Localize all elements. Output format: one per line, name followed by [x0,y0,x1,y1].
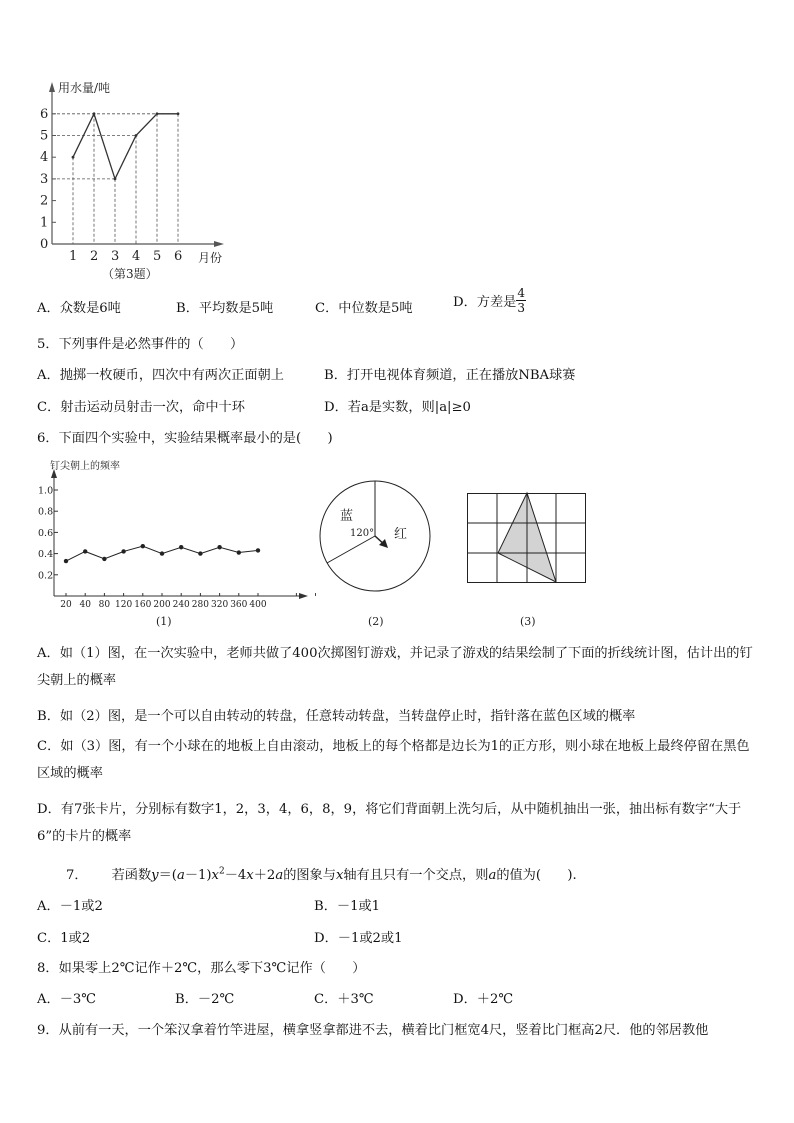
figure-caption: （第3题） [102,267,158,281]
figure-caption: (3) [520,615,536,628]
q6-stem: 6．下面四个实验中，实验结果概率最小的是( ) [37,431,333,446]
data-point [160,551,164,555]
y-axis-label: 用水量/吨 [58,81,111,95]
grid-figure [464,490,592,630]
q7-stem [66,864,577,883]
y-axis-label: 钉尖朝上的频率 [50,461,120,472]
spinner-label-blue: 蓝 [340,509,354,524]
q8-option-d: D．＋2℃ [453,992,514,1007]
y-tick-label: 0.2 [38,570,54,582]
var-a: a [488,868,497,883]
q4-option-c: C．中位数是5吨 [315,301,413,316]
x-tick-label: 360 [230,600,248,610]
q7-option-a: A．－1或2 [37,899,103,914]
q7-formula-part: －4 [224,868,247,883]
chart-marks [64,544,260,563]
exponent: 2 [218,866,225,877]
data-point [64,559,68,563]
q5-option-c: C．射击运动员射击一次，命中十环 [37,400,245,415]
var-x: x [246,868,254,883]
x-tick-label: 400 [249,600,267,610]
y-tick-label: 1.0 [38,485,54,497]
data-point [135,134,138,137]
q9-stem: 9．从前有一天，一个笨汉拿着竹竿进屋，横拿竖拿都进不去，横着比门框宽4尺，竖着比门框高2尺．他的邻居教他 [37,1023,709,1038]
q7-formula-part: ＋2 [253,868,276,883]
q7-text: 轴有且只有一个交点，则 [343,868,489,883]
q7-text: 的图象与 [283,868,336,883]
x-tick-label: 280 [191,600,209,610]
data-point [72,156,75,159]
data-point [179,545,183,549]
x-axis-arrow [299,593,308,599]
x-tick-label: 2 [90,249,99,264]
x-tick-label: 80 [98,600,111,610]
data-point [156,112,159,115]
fraction [516,286,526,315]
y-tick-label: 2 [40,193,49,209]
y-tick-label: 0.6 [38,527,54,539]
data-point [237,550,241,554]
q8-stem: 8．如果零上2℃记作＋2℃，那么零下3℃记作（ ） [37,961,366,976]
var-a: a [176,868,185,883]
y-tick-label: 1 [40,215,49,231]
fraction-denominator: 3 [517,301,525,315]
q8-option-a: A．－3℃ [37,992,97,1007]
y-tick-label: 5 [40,128,49,144]
q7-option-d: D．－1或2或1 [314,931,403,946]
x-tick-label: 40 [79,600,91,610]
data-point [114,178,117,181]
q7-formula-part: ＝( [158,868,177,883]
var-x: x [335,868,344,883]
data-point [141,544,145,548]
q4-option-d-prefix: D．方差是 [453,295,517,310]
q4-option-b: B．平均数是5吨 [176,301,274,316]
var-x: x [211,868,219,883]
data-point [102,557,106,561]
chart-axes [40,82,224,264]
q8-option-c: C．＋3℃ [314,992,374,1007]
x-tick-label: 4 [132,249,141,264]
x-tick-label: 6 [174,249,183,264]
figure-caption: (1) [156,615,172,628]
var-a: a [275,868,284,883]
y-axis-arrow [49,82,55,92]
q5-option-b: B．打开电视体育频道，正在播放NBA球赛 [324,368,576,383]
data-point [177,112,180,115]
figure-caption: (2) [368,615,384,628]
grid-lines [468,494,586,583]
spinner-figure [316,478,436,630]
y-tick-label: 4 [40,150,49,166]
y-tick-label: 3 [40,171,49,187]
x-tick-label: 120 [115,600,133,610]
q6-option-c: C．如（3）图，有一个小球在的地板上自由滚动，地板上的每个格都是边长为1的正方形，则小球在地板上最终停留在黑色区域的概率 [37,739,750,781]
x-tick-label: 1 [69,249,78,264]
q4-option-a: A．众数是6吨 [37,301,121,316]
x-tick-label: 20 [60,600,72,610]
q7-option-b: B．－1或1 [314,899,381,914]
y-tick-label: 0 [40,237,49,252]
x-axis-arrow [214,241,224,247]
x-tick-label: 160 [134,600,152,610]
frequency-chart [36,455,316,630]
data-point [217,545,221,549]
q8-option-b: B．－2℃ [175,992,235,1007]
x-tick-label: 200 [153,600,171,610]
chart-axes [38,469,316,610]
q6-option-b: B．如（2）图，是一个可以自由转动的转盘，任意转动转盘，当转盘停止时，指针落在蓝色区域的概率 [37,709,636,724]
x-axis-label: 月份 [198,251,223,265]
x-tick-label: 320 [211,600,229,610]
q5-option-d: D．若a是实数，则|a|≥0 [324,400,471,415]
x-tick-label: 5 [153,249,162,264]
fraction-numerator: 4 [517,286,525,300]
data-point [198,551,202,555]
x-tick-label: 240 [172,600,190,610]
q6-option-a: A．如（1）图，在一次实验中，老师共做了400次掷图钉游戏，并记录了游戏的结果绘制了下面的折线统计图，估计出的钉尖朝上的概率 [37,646,753,688]
x-tick-label: 3 [111,249,120,264]
q5-option-a: A．抛掷一枚硬币，四次中有两次正面朝上 [37,368,284,383]
y-tick-label: 0.8 [38,506,54,518]
q7-option-c: C．1或2 [37,931,91,946]
q6-option-d: D．有7张卡片，分别标有数字1，2，3，4，6，8，9，将它们背面朝上洗匀后，从中随机抽出一张，抽出标有数字“大于6”的卡片的概率 [37,802,742,844]
q7-formula-part: －1) [184,868,212,883]
chart-marks [52,112,179,244]
q4-option-d [453,286,526,315]
q7-text: 若函数 [111,868,152,883]
q7-text: 的值为( ). [496,868,577,883]
y-tick-label: 6 [40,106,49,122]
q7-number: 7． [66,868,88,883]
data-point [83,549,87,553]
y-tick-label: 0.4 [38,549,54,561]
data-point [93,112,96,115]
spinner-divider-left [327,536,375,563]
data-point [121,549,125,553]
data-series-line [73,114,178,179]
data-point [256,548,260,552]
spinner-angle-label: 120° [350,528,375,539]
water-usage-chart [30,74,240,284]
spinner-label-red: 红 [394,527,408,542]
q5-stem: 5．下列事件是必然事件的（ ） [37,337,244,352]
var-y: y [151,868,159,883]
